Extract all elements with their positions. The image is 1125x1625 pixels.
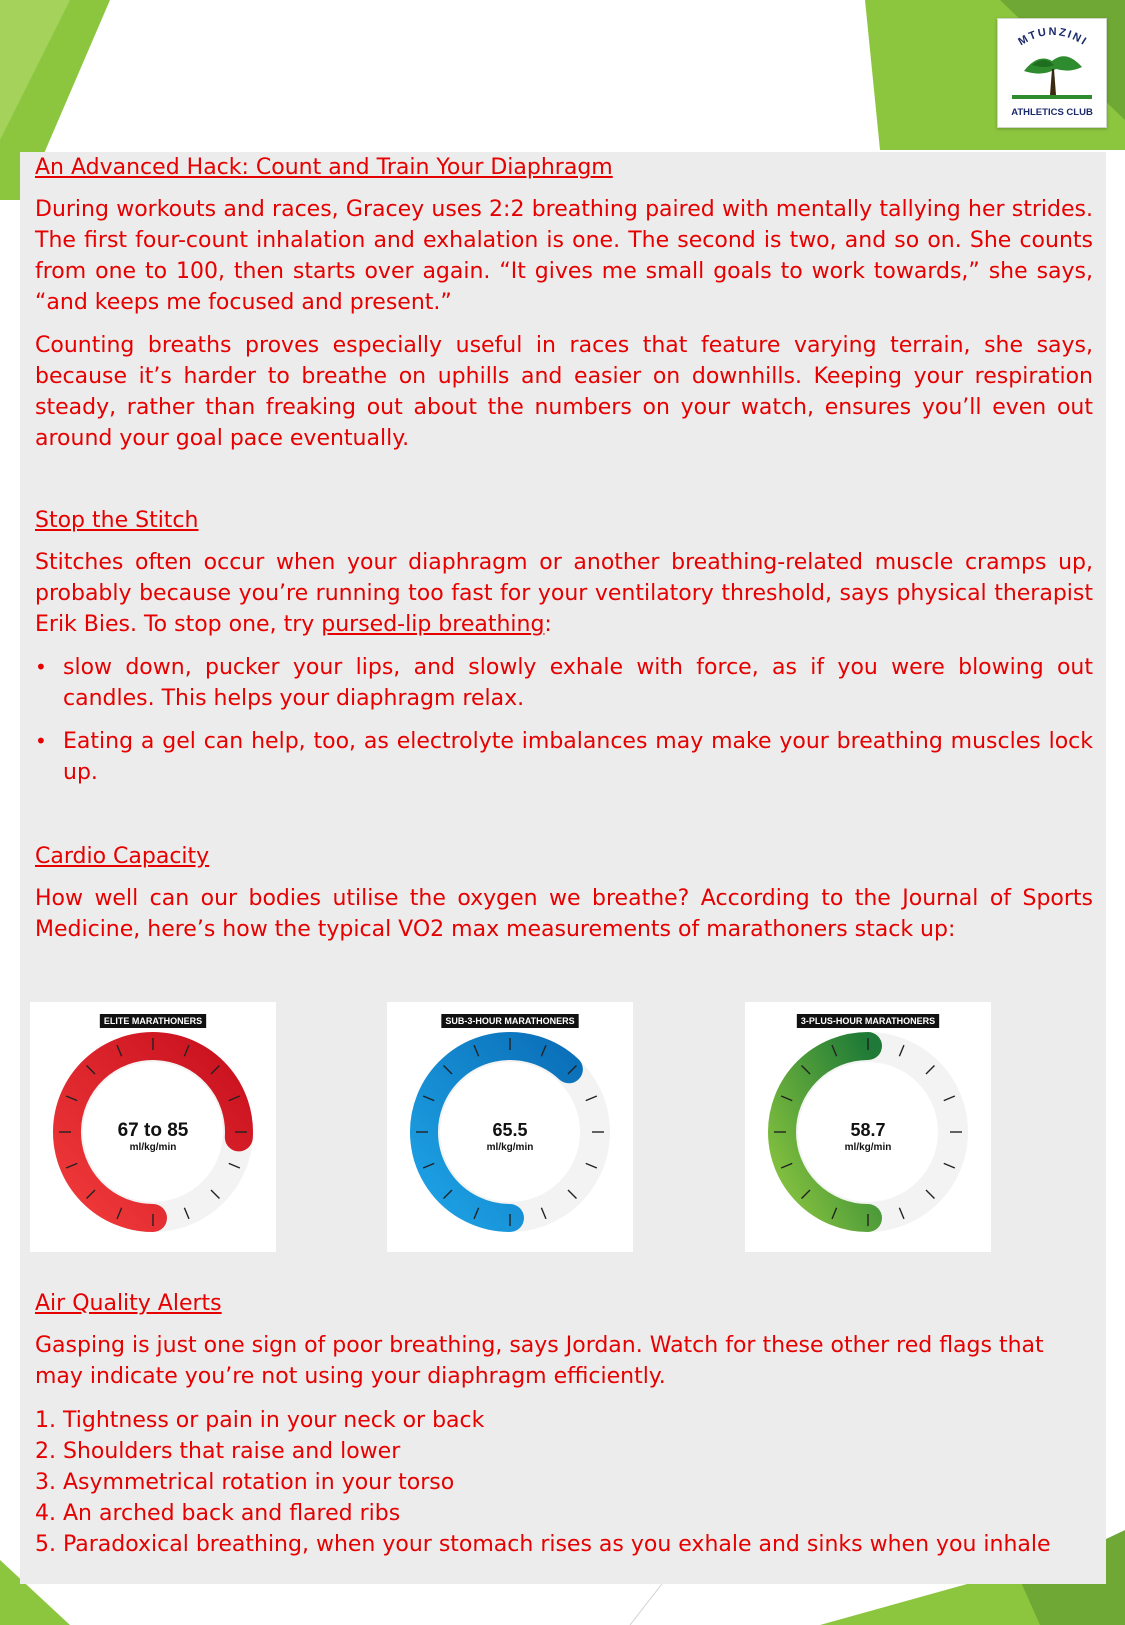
- section-heading-cardio: Cardio Capacity: [35, 844, 210, 869]
- gauge-title: SUB-3-HOUR MARATHONERS: [445, 1016, 575, 1026]
- stitch-text-before: Stitches often occur when your diaphragm or another breathing-related muscle cramps up, probably because you’re running too fast for your ventilatory threshold, says physical therapist Erik Bies. To stop one, try: [35, 550, 1093, 637]
- gauge-unit: ml/kg/min: [129, 1142, 177, 1153]
- list-item: 2. Shoulders that raise and lower: [35, 1439, 401, 1464]
- paragraph-stitch-1: [35, 547, 1093, 640]
- gauge-unit: ml/kg/min: [844, 1142, 892, 1153]
- logo-top-text: MTUNZINI: [1016, 25, 1090, 49]
- article-content: [35, 152, 1093, 945]
- gauge-value: 58.7: [850, 1120, 886, 1140]
- list-item: 5. Paradoxical breathing, when your stomach rises as you exhale and sinks when you inhale: [35, 1532, 1051, 1557]
- paragraph-diaphragm-2: Counting breaths proves especially useful in races that feature varying terrain, she says, because it’s harder to breathe on uphills and easier on downhills. Keeping your respiration steady, rather than freaking out about the numbers on your watch, ensures you’ll even out around your goal pace eventually.: [35, 333, 1093, 451]
- list-item: 3. Asymmetrical rotation in your torso: [35, 1470, 455, 1495]
- logo-bottom-text: ATHLETICS CLUB: [1011, 107, 1093, 118]
- gauge-title: 3-PLUS-HOUR MARATHONERS: [800, 1016, 936, 1026]
- list-item: 4. An arched back and flared ribs: [35, 1501, 401, 1526]
- bullet-icon: •: [35, 729, 47, 753]
- gauge-unit: ml/kg/min: [486, 1142, 534, 1153]
- section-heading-air: Air Quality Alerts: [35, 1291, 222, 1316]
- list-item: 1. Tightness or pain in your neck or back: [35, 1408, 485, 1433]
- paragraph-cardio-1: How well can our bodies utilise the oxygen we breathe? According to the Journal of Sports Medicine, here’s how the typical VO2 max measurements of marathoners stack up:: [35, 886, 1093, 942]
- paragraph-air-1: Gasping is just one sign of poor breathing, says Jordan. Watch for these other red flags that may indicate you’re not using your diaphragm efficiently.: [35, 1333, 1044, 1389]
- red-flags-list: [35, 1405, 1093, 1560]
- paragraph-diaphragm-1: During workouts and races, Gracey uses 2:2 breathing paired with mentally tallying her strides. The first four-count inhalation and exhalation is one. The second is two, and so on. She counts from one to 100, then starts over again. “It gives me small goals to work towards,” she says, “and keeps me focused and present.”: [35, 197, 1093, 315]
- gauge-sub-3-hour: [387, 1002, 633, 1252]
- list-item: [35, 726, 1093, 788]
- section-heading-diaphragm: An Advanced Hack: Count and Train Your Diaphragm: [35, 155, 613, 180]
- gauge-title: ELITE MARATHONERS: [103, 1016, 203, 1026]
- gauge-value: 67 to 85: [117, 1120, 189, 1141]
- list-item: [35, 652, 1093, 714]
- gauge-3-plus-hour: [745, 1002, 991, 1252]
- bullet-text: slow down, pucker your lips, and slowly exhale with force, as if you were blowing out candles. This helps your diaphragm relax.: [63, 655, 1093, 711]
- gauge-elite: [30, 1002, 276, 1252]
- stitch-text-after: :: [544, 612, 552, 637]
- section-heading-stitch: Stop the Stitch: [35, 508, 199, 533]
- pursed-lip-breathing-link[interactable]: pursed-lip breathing: [321, 612, 545, 637]
- club-logo: [997, 18, 1107, 128]
- bullet-icon: •: [35, 655, 47, 679]
- bullet-text: Eating a gel can help, too, as electrolyte imbalances may make your breathing muscles lock up.: [63, 729, 1093, 785]
- article-content-lower: [35, 1288, 1093, 1560]
- gauge-value: 65.5: [492, 1120, 528, 1140]
- svg-text:MTUNZINI: [1016, 26, 1089, 49]
